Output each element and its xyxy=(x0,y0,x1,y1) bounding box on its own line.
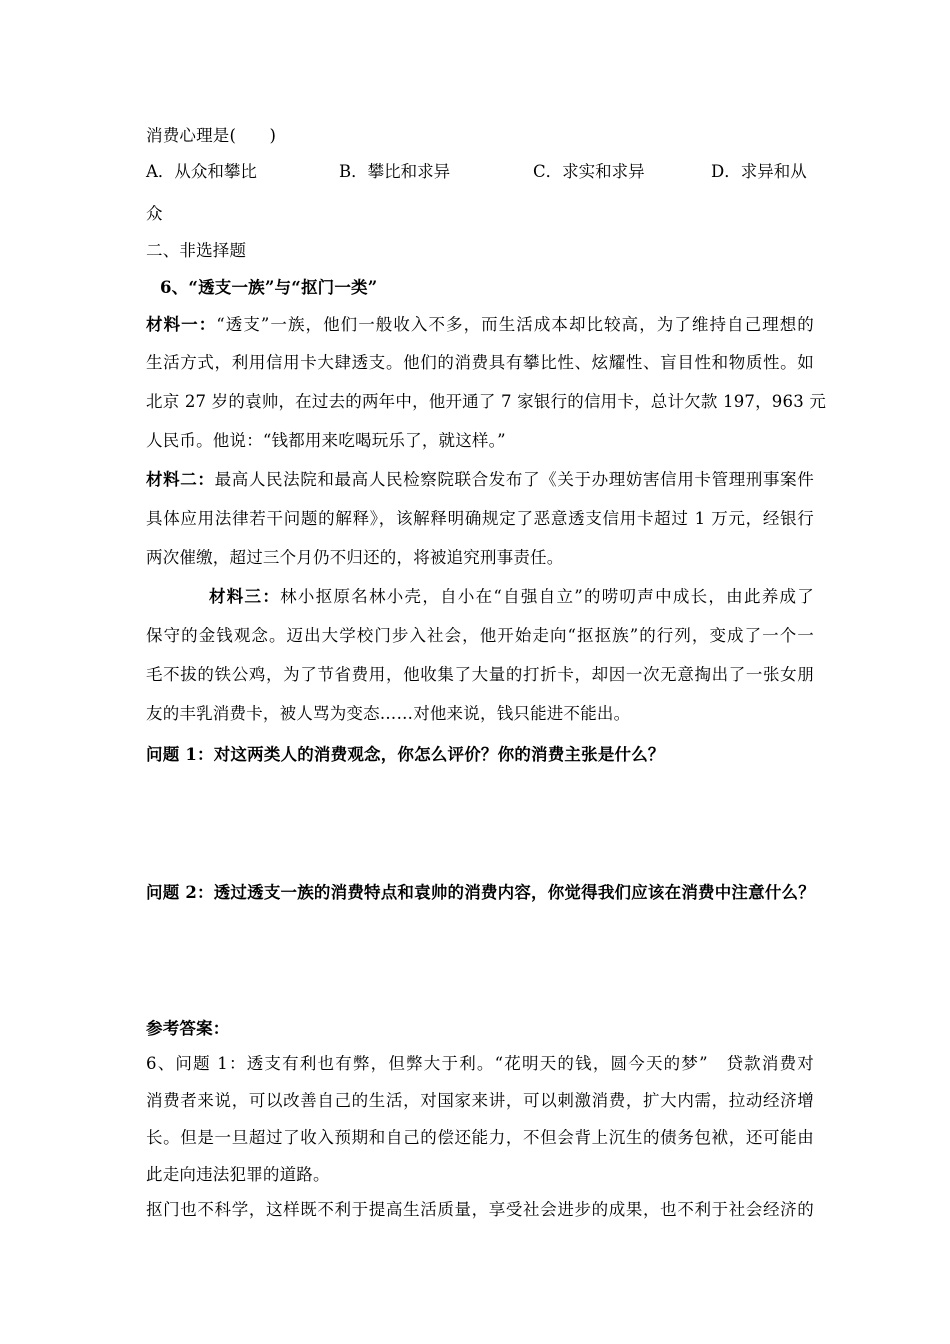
material-2-line xyxy=(146,468,814,492)
answers-heading: 参考答案： xyxy=(146,1019,230,1038)
material-2-label: 材料二： xyxy=(146,470,215,489)
option-b: B．攀比和求异 xyxy=(339,162,451,181)
material-1-line: 人民币。他说：“钱都用来吃喝玩乐了，就这样。” xyxy=(146,431,506,450)
material-3-label: 材料三： xyxy=(209,587,281,606)
option-a: A．从众和攀比 xyxy=(146,162,257,181)
answer-line: 长。但是一旦超过了收入预期和自己的偿还能力，不但会背上沉生的债务包袱，还可能由 xyxy=(146,1128,814,1147)
material-1-label: 材料一： xyxy=(146,315,217,334)
question-2: 问题 2：透过透支一族的消费特点和袁帅的消费内容，你觉得我们应该在消费中注意什么？ xyxy=(146,883,815,902)
option-d: D．求异和从 xyxy=(711,162,807,181)
material-1-text: “透支”一族，他们一般收入不多，而生活成本却比较高，为了维持自己理想的 xyxy=(216,315,814,334)
q6-title: 6、“透支一族”与“抠门一类” xyxy=(160,278,378,297)
material-3-line: 友的丰乳消费卡，被人骂为变态……对他来说，钱只能进不能出。 xyxy=(146,704,631,723)
material-3-line: 毛不拔的铁公鸡，为了节省费用，他收集了大量的打折卡，却因一次无意掏出了一张女朋 xyxy=(146,665,814,684)
option-c: C．求实和求异 xyxy=(533,162,645,181)
material-2-text: 最高人民法院和最高人民检察院联合发布了《关于办理妨害信用卡管理刑事案件 xyxy=(214,470,814,489)
material-2-line: 具体应用法律若干问题的解释》，该解释明确规定了恶意透支信用卡超过 1 万元，经银行 xyxy=(146,509,814,528)
material-3-line: 保守的金钱观念。迈出大学校门步入社会，他开始走向“抠抠族”的行列，变成了一个一 xyxy=(146,626,814,645)
material-2-line: 两次催缴，超过三个月仍不归还的，将被追究刑事责任。 xyxy=(146,548,564,567)
material-1-line xyxy=(146,313,814,337)
option-d-wrap: 众 xyxy=(146,204,163,223)
material-3-line xyxy=(209,585,814,609)
question-1: 问题 1：对这两类人的消费观念，你怎么评价？你的消费主张是什么？ xyxy=(146,745,665,764)
answer-line: 6、问题 1：透支有利也有弊，但弊大于利。“花明天的钱，圆今天的梦” 贷款消费对 xyxy=(146,1054,814,1073)
material-3-text: 林小抠原名林小壳，自小在“自强自立”的唠叨声中成长，由此养成了 xyxy=(280,587,814,606)
answer-line: 抠门也不科学，这样既不利于提高生活质量，享受社会进步的成果，也不利于社会经济的 xyxy=(146,1200,814,1219)
material-1-line: 生活方式，利用信用卡大肆透支。他们的消费具有攀比性、炫耀性、盲目性和物质性。如 xyxy=(146,353,814,372)
answer-line: 消费者来说，可以改善自己的生活，对国家来讲，可以刺激消费，扩大内需，拉动经济增 xyxy=(146,1091,814,1110)
q5-stem-tail: 消费心理是( ) xyxy=(146,126,277,145)
answer-line: 此走向违法犯罪的道路。 xyxy=(146,1165,330,1184)
section-heading: 二、非选择题 xyxy=(146,241,247,260)
q5-options xyxy=(146,160,814,184)
material-1-line: 北京 27 岁的袁帅，在过去的两年中，他开通了 7 家银行的信用卡，总计欠款 197，963 元 xyxy=(146,392,827,411)
